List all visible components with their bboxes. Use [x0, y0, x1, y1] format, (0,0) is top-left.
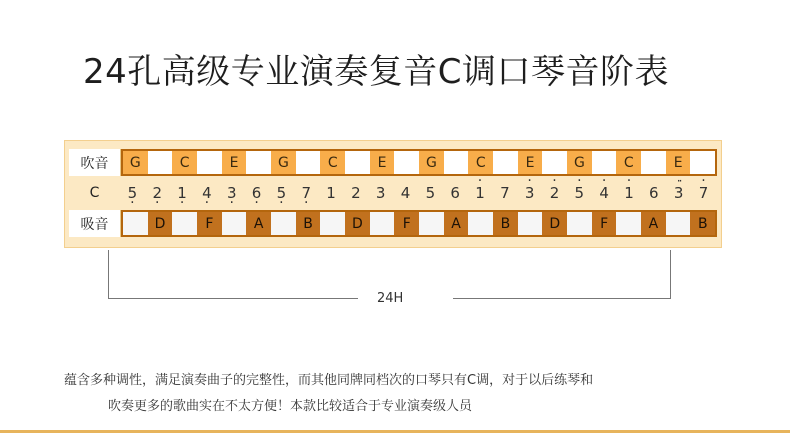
draw-hole-22: A: [641, 212, 666, 235]
draw-hole-12: F: [394, 212, 419, 235]
key-hole-13: 5: [425, 183, 436, 202]
draw-hole-14: A: [444, 212, 469, 235]
draw-hole-13: [419, 212, 444, 235]
key-hole-2: 2 ·: [145, 179, 170, 206]
holes-count-label: 24H: [377, 291, 404, 306]
bracket-bottom-right: [453, 298, 671, 299]
blow-hole-23: E: [666, 151, 691, 174]
blow-hole-13: G: [419, 151, 444, 174]
blow-hole-2: [148, 151, 173, 174]
blow-cells: [121, 149, 717, 176]
blow-hole-14: [444, 151, 469, 174]
draw-hole-20: F: [592, 212, 617, 235]
draw-hole-9: [320, 212, 345, 235]
key-row: [69, 179, 717, 206]
blow-hole-24: [690, 151, 715, 174]
draw-hole-4: F: [197, 212, 222, 235]
description-line-2: 吹奏更多的歌曲实在不太方便！本款比较适合于专业演奏级人员: [108, 399, 473, 414]
key-hole-4: 4 ·: [194, 179, 219, 206]
blow-hole-21: C: [616, 151, 641, 174]
key-cells: [120, 179, 716, 206]
draw-hole-6: A: [246, 212, 271, 235]
key-hole-22: 6: [649, 183, 659, 202]
blow-hole-20: [592, 151, 617, 174]
page-title: 24孔高级专业演奏复音C调口琴音阶表: [83, 52, 670, 92]
key-hole-18: · 2: [542, 179, 567, 206]
draw-hole-8: B: [296, 212, 321, 235]
draw-hole-16: B: [493, 212, 518, 235]
blow-hole-1: G: [123, 151, 148, 174]
key-hole-15: · 1: [468, 179, 493, 206]
blow-hole-5: E: [222, 151, 247, 174]
draw-hole-18: D: [542, 212, 567, 235]
blow-hole-4: [197, 151, 222, 174]
draw-hole-21: [616, 212, 641, 235]
blow-hole-8: [296, 151, 321, 174]
blow-hole-12: [394, 151, 419, 174]
draw-hole-2: D: [148, 212, 173, 235]
key-hole-21: · 1: [617, 179, 642, 206]
key-hole-8: 7 ·: [294, 179, 319, 206]
key-hole-7: 5 ·: [269, 179, 294, 206]
draw-hole-3: [172, 212, 197, 235]
key-row-label: C: [89, 184, 100, 201]
bracket-bottom-left: [108, 298, 358, 299]
key-hole-6: 6 ·: [244, 179, 269, 206]
draw-hole-5: [222, 212, 247, 235]
bracket-right: [670, 250, 671, 299]
key-hole-23: ·· 3: [666, 179, 691, 206]
blow-hole-9: C: [320, 151, 345, 174]
key-hole-3: 1 ·: [170, 179, 195, 206]
description-line-1: 蕴含多种调性，满足演奏曲子的完整性，而其他同牌同档次的口琴只有C调，对于以后练琴和: [64, 373, 594, 388]
blow-hole-6: [246, 151, 271, 174]
blow-row: [69, 149, 717, 176]
draw-hole-23: [666, 212, 691, 235]
draw-hole-19: [567, 212, 592, 235]
blow-hole-11: E: [370, 151, 395, 174]
key-hole-20: · 4: [592, 179, 617, 206]
draw-hole-24: B: [690, 212, 715, 235]
key-hole-5: 3 ·: [219, 179, 244, 206]
key-hole-19: · 5: [567, 179, 592, 206]
blow-hole-3: C: [172, 151, 197, 174]
blow-hole-16: [493, 151, 518, 174]
blow-hole-17: E: [518, 151, 543, 174]
draw-hole-7: [271, 212, 296, 235]
draw-cells: [121, 210, 717, 237]
key-hole-10: 2: [351, 183, 361, 202]
draw-hole-17: [518, 212, 543, 235]
key-hole-17: · 3: [517, 179, 542, 206]
key-hole-12: 4: [400, 183, 411, 202]
draw-row-label: 吸音: [69, 210, 121, 237]
key-hole-1: 5 ·: [120, 179, 145, 206]
blow-hole-7: G: [271, 151, 296, 174]
draw-hole-1: [123, 212, 148, 235]
bracket-left: [108, 250, 109, 299]
blow-hole-15: C: [468, 151, 493, 174]
blow-hole-10: [345, 151, 370, 174]
blow-row-label: 吹音: [69, 149, 121, 176]
key-hole-9: 1: [326, 183, 336, 202]
blow-hole-22: [641, 151, 666, 174]
draw-row: [69, 210, 717, 237]
blow-hole-19: G: [567, 151, 592, 174]
blow-hole-18: [542, 151, 567, 174]
key-hole-16: 7: [500, 183, 510, 202]
scale-chart: [64, 140, 722, 248]
draw-hole-11: [370, 212, 395, 235]
draw-hole-15: [468, 212, 493, 235]
key-hole-24: · 7: [691, 179, 716, 206]
key-hole-11: 3: [375, 183, 386, 202]
key-hole-14: 6: [450, 183, 460, 202]
draw-hole-10: D: [345, 212, 370, 235]
